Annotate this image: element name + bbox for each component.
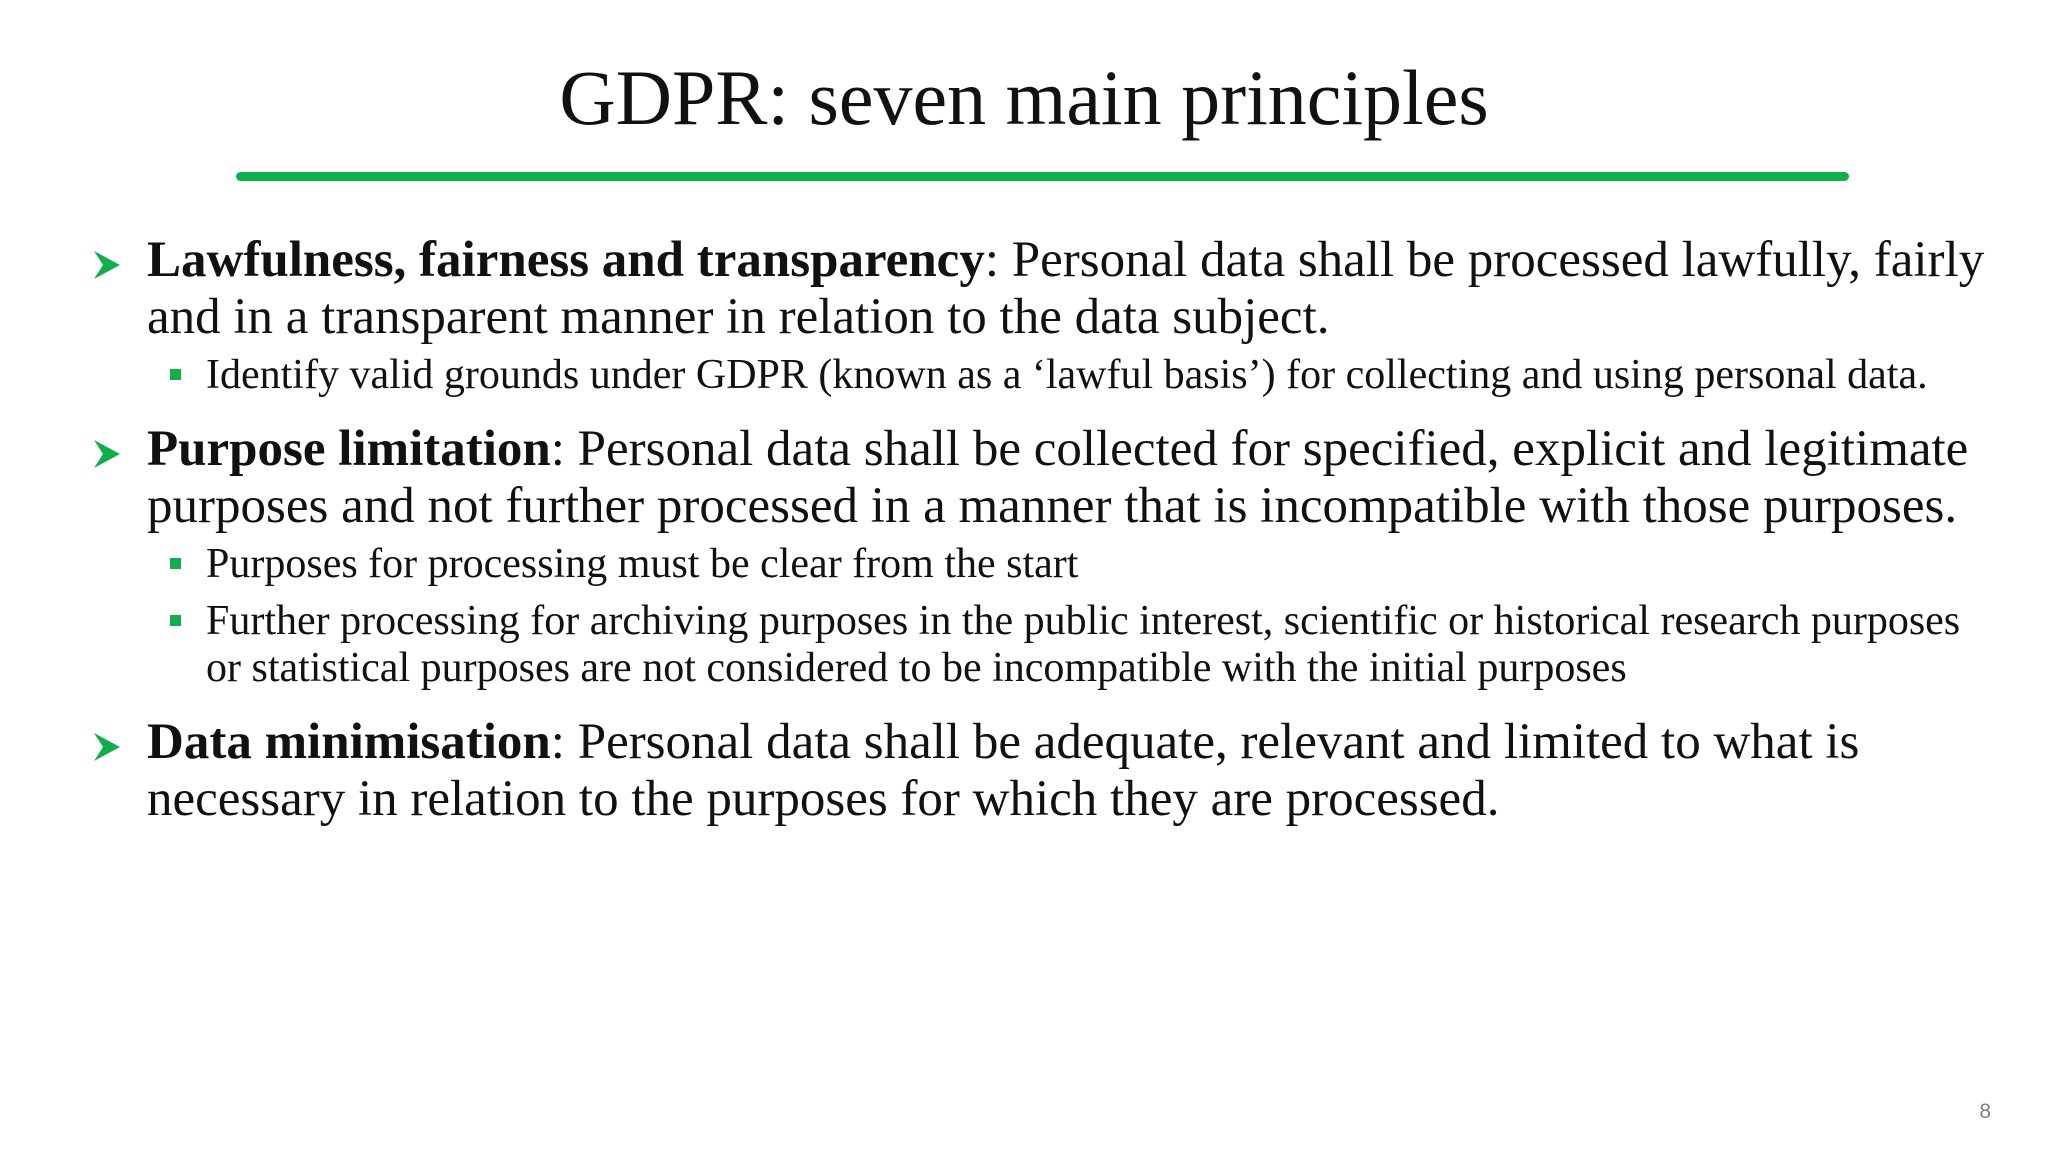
principle-label: Lawfulness, fairness and transparency: [147, 232, 985, 288]
subpoint-text: Identify valid grounds under GDPR (known as a ‘lawful basis’) for collecting and using personal data.: [206, 352, 1928, 398]
green-arrowhead-icon: [92, 249, 122, 281]
principle-purpose-limitation: [92, 421, 1992, 692]
principle-label: Data minimisation: [147, 714, 551, 770]
green-arrowhead-icon: [92, 438, 122, 470]
subpoint-text: Purposes for processing must be clear from the start: [206, 541, 1079, 587]
subpoint: [147, 598, 1992, 692]
subpoint-text: Further processing for archiving purposes in the public interest, scientific or historical research purposes or statistical purposes are not considered to be incompatible with the initial purposes: [206, 598, 1961, 691]
principle-label: Purpose limitation: [147, 421, 551, 477]
principle-data-minimisation: [92, 714, 1992, 828]
principle-lawfulness: [92, 232, 1992, 399]
principle-text: : Personal data shall be processed lawfully, fairly and in a transparent manner in relation to the data subject.: [147, 232, 1985, 345]
title-underline: [236, 172, 1849, 181]
subpoint-list: [147, 541, 1992, 692]
subpoint-list: [147, 352, 1992, 399]
principle-text: : Personal data shall be collected for specified, explicit and legitimate purposes and not further processed in a manner that is incompatible with those purposes.: [147, 421, 1969, 534]
subpoint: [147, 352, 1992, 399]
slide-title: GDPR: seven main principles: [559, 54, 1489, 141]
subpoint: [147, 541, 1992, 588]
green-square-bullet-icon: [170, 369, 181, 380]
green-arrowhead-icon: [92, 731, 122, 763]
page-number: 8: [1979, 1100, 1991, 1123]
principles-list: [92, 232, 1992, 828]
green-square-bullet-icon: [170, 558, 181, 569]
green-square-bullet-icon: [170, 615, 181, 626]
principle-text: : Personal data shall be adequate, relevant and limited to what is necessary in relation to the purposes for which they are processed.: [147, 714, 1860, 827]
